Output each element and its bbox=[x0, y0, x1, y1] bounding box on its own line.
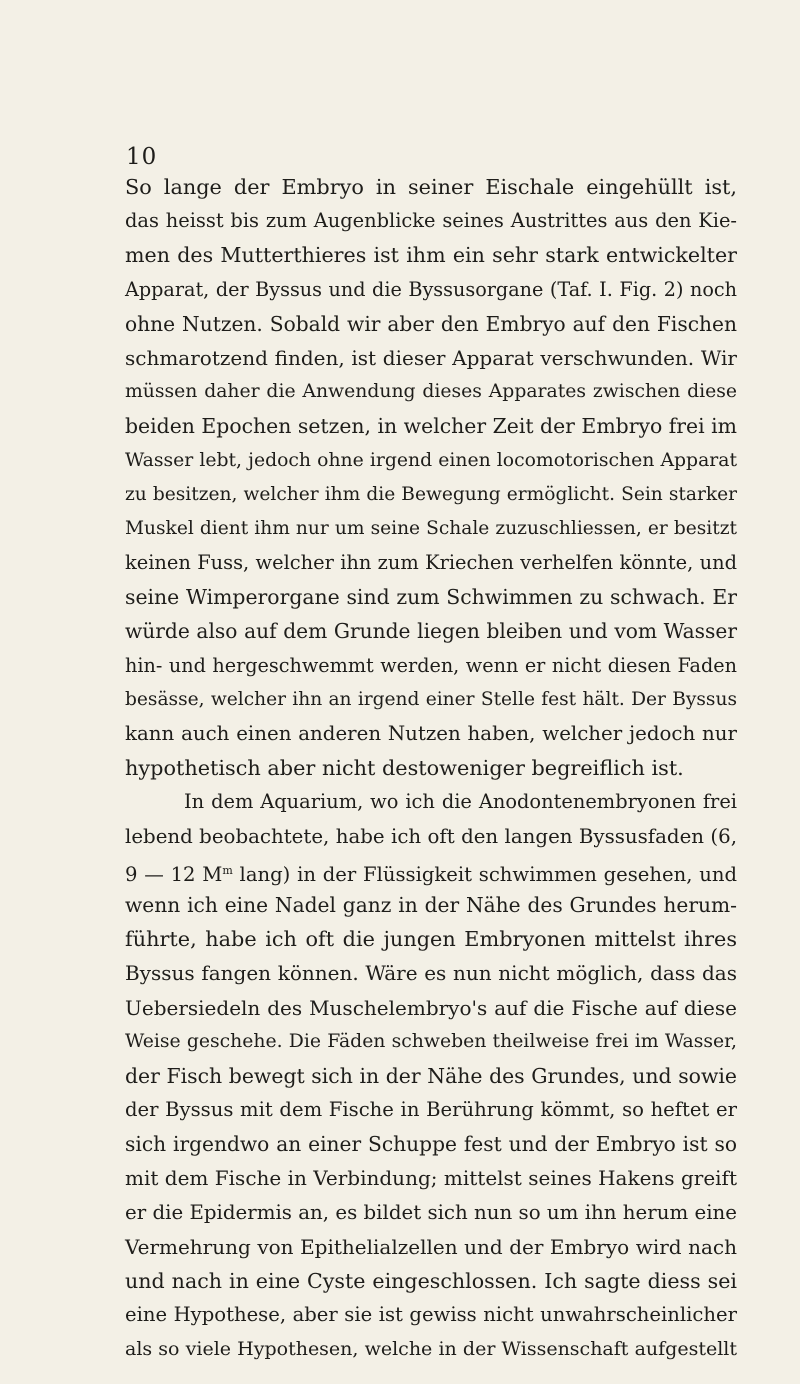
page-number: 10 bbox=[126, 144, 158, 170]
text-line: men des Mutterthieres ist ihm ein sehr stark entwickelter bbox=[125, 243, 737, 268]
text-line: er die Epidermis an, es bildet sich nun so um ihn herum eine bbox=[125, 1200, 737, 1224]
text-line: führte, habe ich oft die jungen Embryonen mittelst ihres bbox=[125, 927, 737, 952]
text-line-with-superscript bbox=[125, 854, 737, 888]
text-line: So lange der Embryo in seiner Eischale eingehüllt ist, bbox=[125, 175, 737, 199]
unit-superscript: m bbox=[222, 863, 233, 877]
text-line: Uebersiedeln des Muschelembryo's auf die Fische auf diese bbox=[125, 995, 737, 1020]
paragraph-end-line: hypothetisch aber nicht destoweniger begreiflich ist. bbox=[125, 756, 684, 781]
text-line: würde also auf dem Grunde liegen bleiben und vom Wasser bbox=[125, 619, 737, 644]
text-line: Muskel dient ihm nur um seine Schale zuzuschliessen, er besitzt bbox=[125, 517, 737, 539]
text-line: als so viele Hypothesen, welche in der Wissenschaft aufgestellt bbox=[125, 1338, 737, 1361]
text-segment: 9 — 12 M bbox=[125, 862, 223, 886]
text-line: wenn ich eine Nadel ganz in der Nähe des Grundes herum- bbox=[125, 892, 737, 917]
paragraph-start-line: In dem Aquarium, wo ich die Anodontenembryonen frei bbox=[184, 790, 737, 814]
text-line: der Fisch bewegt sich in der Nähe des Grundes, und sowie bbox=[125, 1063, 737, 1088]
text-line: Apparat, der Byssus und die Byssusorgane (Taf. I. Fig. 2) noch bbox=[125, 277, 737, 301]
text-line: keinen Fuss, welcher ihn zum Kriechen verhelfen könnte, und bbox=[125, 551, 737, 575]
text-line: hin- und hergeschwemmt werden, wenn er nicht diesen Faden bbox=[125, 653, 737, 677]
text-line: lebend beobachtete, habe ich oft den langen Byssusfaden (6, bbox=[125, 824, 737, 848]
text-line: zu besitzen, welcher ihm die Bewegung ermöglicht. Sein starker bbox=[125, 483, 737, 505]
text-line: müssen daher die Anwendung dieses Apparates zwischen diese bbox=[125, 381, 737, 403]
text-line: Vermehrung von Epithelialzellen und der Embryo wird nach bbox=[125, 1234, 737, 1259]
text-line: und nach in eine Cyste eingeschlossen. Ich sagte diess sei bbox=[125, 1269, 737, 1293]
text-line: Wasser lebt, jedoch ohne irgend einen locomotorischen Apparat bbox=[125, 449, 737, 471]
text-line: besässe, welcher ihn an irgend einer Stelle fest hält. Der Byssus bbox=[125, 688, 737, 710]
text-line: das heisst bis zum Augenblicke seines Austrittes aus den Kie- bbox=[125, 209, 737, 233]
text-line: seine Wimperorgane sind zum Schwimmen zu schwach. Er bbox=[125, 585, 737, 610]
text-line: kann auch einen anderen Nutzen haben, welcher jedoch nur bbox=[125, 722, 737, 745]
text-line: eine Hypothese, aber sie ist gewiss nicht unwahrscheinlicher bbox=[125, 1303, 737, 1327]
text-segment: lang) in der Flüssigkeit schwimmen gesehen, und bbox=[232, 862, 737, 886]
text-line: ohne Nutzen. Sobald wir aber den Embryo auf den Fischen bbox=[125, 311, 737, 336]
text-line: sich irgendwo an einer Schuppe fest und der Embryo ist so bbox=[125, 1132, 737, 1157]
text-line: schmarotzend finden, ist dieser Apparat verschwunden. Wir bbox=[125, 345, 737, 370]
body-text bbox=[125, 170, 737, 1367]
text-line: der Byssus mit dem Fische in Berührung kömmt, so heftet er bbox=[125, 1098, 737, 1122]
text-line: Weise geschehe. Die Fäden schweben theilweise frei im Wasser, bbox=[125, 1030, 737, 1052]
text-line: mit dem Fische in Verbindung; mittelst seines Hakens greift bbox=[125, 1166, 737, 1191]
text-line: beiden Epochen setzen, in welcher Zeit der Embryo frei im bbox=[125, 414, 737, 439]
text-line: Byssus fangen können. Wäre es nun nicht möglich, dass das bbox=[125, 961, 737, 986]
